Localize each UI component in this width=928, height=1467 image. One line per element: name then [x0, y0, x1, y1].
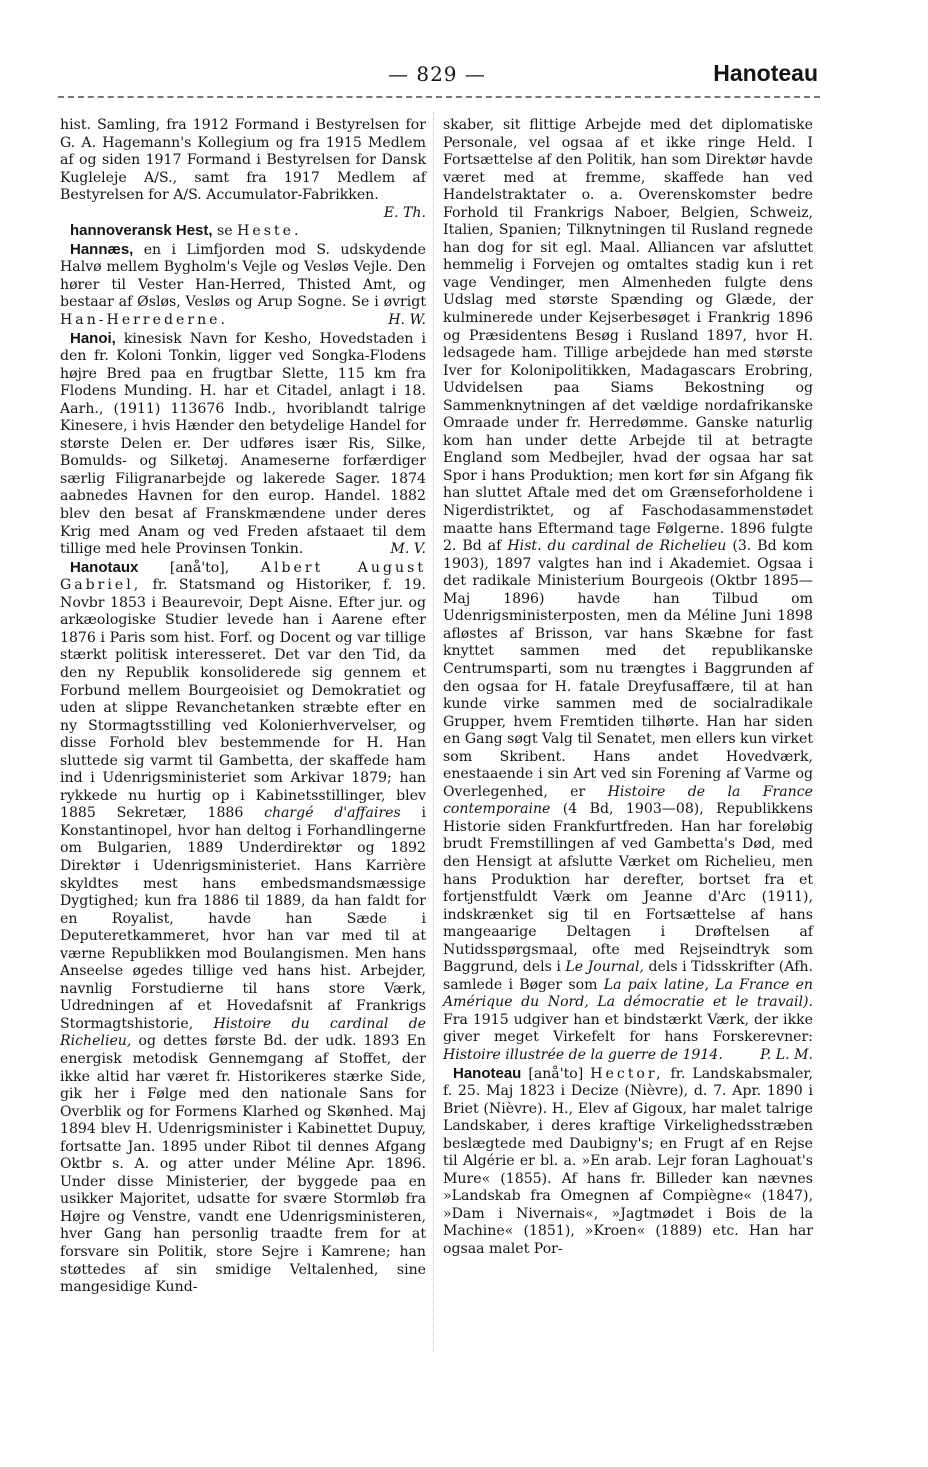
- entry-hanoi: [60, 330, 426, 559]
- entry-text: skaber, sit flittige Arbejde med det diplomatiske Personale, vel ogsaa af et ikke ringe Held. I Fortsættelse af den Politik, han som Direktør havde været med at fremme, skaffede han ved Handelstraktater o. a. Overenskomster bedre Forhold til Frankrigs Naboer, Belgien, Schweiz, Italien, Spanien; Tilknytningen til Rusland regnede han dog for sit egl. Maal. Alliancen var afsluttet hemmelig i Forvejen og omtaltes stadig kun i ret vage Vendinger, men Almenheden fulgte dens Udslag med største Spænding og Glæde, der kulminerede under Kejserbesøget i Frankrig 1896 og Præsidentens Besøg i Rusland 1897, hvor H. ledsagede ham. Tillige arbejdede han med største Iver for Kolonipolitikken, Madagascars Erobring, Udvidelsen paa Siams Bekostning og Sammenknytningen af det vældige nordafrikanske Omraade under fr. Herredømme. Ganske naturlig kom han under dette Arbejde til at betragte England som Medbejler, hvad der ogsaa har sat Spor i hans Produktion; men kort før sin Afgang fik han sluttet Aftale med det om Grænseforholdene i Nigerdistriktet, og af Faschodasammenstødet maatte hans Eftermand tage Følgerne. 1896 fulgte 2. Bd af: [443, 117, 813, 555]
- book-title: Histoire du cardinal de Richelieu,: [60, 1015, 426, 1050]
- entry-text: kinesisk Navn for Kesho, Hovedstaden i den fr. Koloni Tonkin, ligger ved Songka-Flodens højre Bred paa en frugtbar Slette, 115 km fra Flodens Munding. H. har et Citadel, anlagt i 18. Aarh., (1911) 113676 Indb., hvoriblandt talrige Kinesere, i hvis Hænder den betydelige Handel for største Delen er. Der udføres især Ris, Silke, Bomulds- og Silketøj. Anameserne forfærdiger særlig Filigranarbejde og lakerede Sager. 1874 aabnedes Havnen for den europ. Handel. 1882 blev den besat af Franskmændene under deres Krig med Anam og ved Freden afstaaet til dem tillige med hele Provinsen Tonkin.: [60, 330, 426, 558]
- column-divider: [433, 112, 434, 1352]
- entry-signature: H. W.: [388, 312, 426, 329]
- entry-hannaes: [60, 241, 426, 330]
- page-number: — 829 —: [388, 62, 486, 86]
- entry-text: en i Limfjorden mod S. udskydende Halvø mellem Bygholm's Vejle og Vesløs Vejle. Den hører til Vester Han-Herred, Thisted Amt, og bestaar af Øsløs, Vesløs og Arup Sogne. Se i øvrigt: [60, 241, 426, 311]
- entry-text: i Konstantinopel, hvor han deltog i Forhandlingerne om Bulgarien, 1889 Underdirektør og 1892 Direktør i Udenrigsministeriet. Hans Karrière skyldtes mest hans embedsmandsmæssige Dygtighed; kun fra 1886 til 1889, da han faldt for en Royalist, havde han Sæde i Deputeretkammeret, hvor han var med til at værne Republikken mod Boulangismen. Men hans Anseelse øgedes tillige ved hans hist. Arbejder, navnlig Forstudierne til hans store Værk, Udredningen af et Hovedafsnit af Frankrigs Stormagtshistorie,: [60, 805, 426, 1032]
- entry-text: fr. Landskabsmaler, f. 25. Maj 1823 i Decize (Nièvre), d. 7. Apr. 1890 i Briet (Nièvre). H., Elev af Gigoux, har malet talrige Landskaber, i deres kraftige Virkelighedsstræben beslægtede med Daubigny's; en Frugt af en Rejse til Algérie er bl. a. »En arab. Lejr foran Laghouat's Mure« (1855). Af hans fr. Billeder kan nævnes »Landskab fra Omegnen af Compiègne« (1847), »Dam i Nivernais«, »Jagtmødet i Bois de la Machine« (1851), »Kroen« (1889) etc. Han har ogsaa malet Por-: [443, 1065, 813, 1257]
- entry-hanotaux: [60, 559, 426, 1297]
- book-title: Histoire de la France contemporaine: [443, 783, 813, 818]
- entry-signature: M. V.: [390, 541, 426, 558]
- entry-signature: E. Th.: [383, 204, 426, 221]
- entry-hanoteau: [443, 1065, 813, 1259]
- entry-text: hist. Samling, fra 1912 Formand i Bestyrelsen for G. A. Hagemann's Kollegium og fra 1915 Medlem af og siden 1917 Formand i Bestyrelsen for Dansk Kugleleje A/S., samt fra 1917 Medlem af Bestyrelsen for A/S. Accumulator-Fabrikken.: [60, 117, 426, 204]
- entry-signature: P. L. M.: [760, 1046, 813, 1063]
- book-title: La paix latine, La France en Amérique du Nord, La démocratie et le travail).: [443, 976, 813, 1011]
- entry-text: fr. Statsmand og Historiker, f. 19. Novbr 1853 i Beaurevoir, Dept Aisne. Efter jur. og arkæologiske Studier levede han i Aarene efter 1876 i Paris som hist. Forf. og Docent og var tillige stærkt politisk interesseret. Det var den Tid, da den ny Republik konsoliderede sig gennem et Forbund mellem Bourgeoisiet og Demokratiet og uden at slippe Revanchetanken stræbte efter en ny Stormagtsstilling ved Kolonierhvervelser, og disse Forhold blev bestemmende for H. Han sluttede sig varmt til Gambetta, der skaffede ham ind i Udenrigsministeriet som Arkivar 1879; han rykkede nu hurtig op i Kabinetsstillinger, blev 1885 Sekretær, 1886: [60, 577, 426, 822]
- book-title: Le Journal,: [565, 959, 644, 976]
- entry-text: (3. Bd kom 1903), 1897 valgtes han ind i Akademiet. Ogsaa i det radikale Ministerium Bourgeois (Oktbr 1895—Maj 1896) havde han Tilbud om Udenrigsministerposten, men da Méline Juni 1898 afløstes af Brisson, var hans Skæbne for fast knyttet sammen med det republikanske Centrumsparti, som nu trængtes i Baggrunden af den ogsaa for H. fatale Dreyfusaffære, til at han kunde virke sammen med de socialradikale Grupper, hvem Fremtiden tilhørte. Han har siden en Gang søgt Valg til Senatet, men ellers kun virket som Skribent. Hans andet Hovedværk, enestaaende i sin Art ved sin Forening af Varme og Overlegenhed, er: [443, 538, 814, 800]
- person-name: Albert August Gabriel,: [60, 559, 427, 594]
- headword: Hanoi,: [70, 329, 116, 347]
- headword: hannoveransk Hest,: [70, 222, 213, 240]
- headword: Hannæs,: [70, 240, 134, 258]
- entry-text: (4 Bd, 1903—08), Republikkens Historie siden Frankfurtfreden. Han har foreløbig brudt Fremstillingen af ved Gambetta's Død, med den Hensigt at afslutte Værket om Richelieu, men hans Produktion har derefter, bortset fra et fortjenstfuldt Værk om Jeanne d'Arc (1911), indskrænket sig til en Fortsættelse af hans mangeaarige Deltagen i Drøftelsen af Nutidsspørgsmaal, ofte med Rejseindtryk som Baggrund, dels i: [443, 801, 813, 976]
- entry-hannoveransk-hest: [60, 222, 426, 241]
- header-rule: [58, 96, 820, 98]
- headword: Hanotaux: [70, 558, 139, 576]
- headword: Hanoteau: [453, 1064, 522, 1082]
- entry-text: og dettes første Bd. der udk. 1893 En energisk metodisk Gennemgang af Stoffet, der ikke altid har været fr. Historikeres stærke Side, gik her i Følge med den nationale Sans for Overblik og for Formens Klarhed og Skønhed. Maj 1894 blev H. Udenrigsminister i Kabinettet Dupuy, fortsatte Jan. 1895 under Ribot til dennes Afgang Oktbr s. A. og atter under Méline Apr. 1896. Under disse Ministerier, der byggede paa en usikker Majoritet, udsatte for svære Stormløb fra Højre og Venstre, vandt ene Udenrigsministeren, hver Gang han personlig traadte frem for at forsvare sin Politik, store Sejre i Kamrene; han støttedes af sin smidige Veltalenhed, sine mangesidige Kund-: [60, 1033, 426, 1296]
- entry-hanotaux-continued: [443, 117, 813, 1065]
- running-head: Hanoteau: [713, 60, 818, 86]
- page-header: [58, 60, 818, 94]
- entry-continuation: [60, 117, 426, 205]
- pronunciation: [anå'to]: [521, 1065, 591, 1082]
- person-name: Hector,: [590, 1065, 664, 1082]
- book-title: Hist. du cardinal de Richelieu: [507, 538, 727, 555]
- cross-reference: Heste.: [237, 223, 302, 240]
- book-title: Histoire illustrée de la guerre de 1914.: [443, 1046, 723, 1063]
- right-column: [443, 117, 813, 1259]
- cross-reference: Han-Herrederne.: [60, 312, 228, 329]
- entry-text: dels i Tidsskrifter (Afh. samlede i Bøger som: [443, 959, 814, 993]
- pronunciation: [anå'to],: [138, 559, 261, 576]
- left-column: [60, 117, 426, 1297]
- italic-term: chargé d'affaires: [264, 805, 401, 822]
- entry-text: se: [212, 223, 238, 240]
- entry-text: Fra 1915 udgiver han et bindstærkt Værk, der ikke giver meget Virkefelt for hans Forskerevner:: [443, 1011, 813, 1046]
